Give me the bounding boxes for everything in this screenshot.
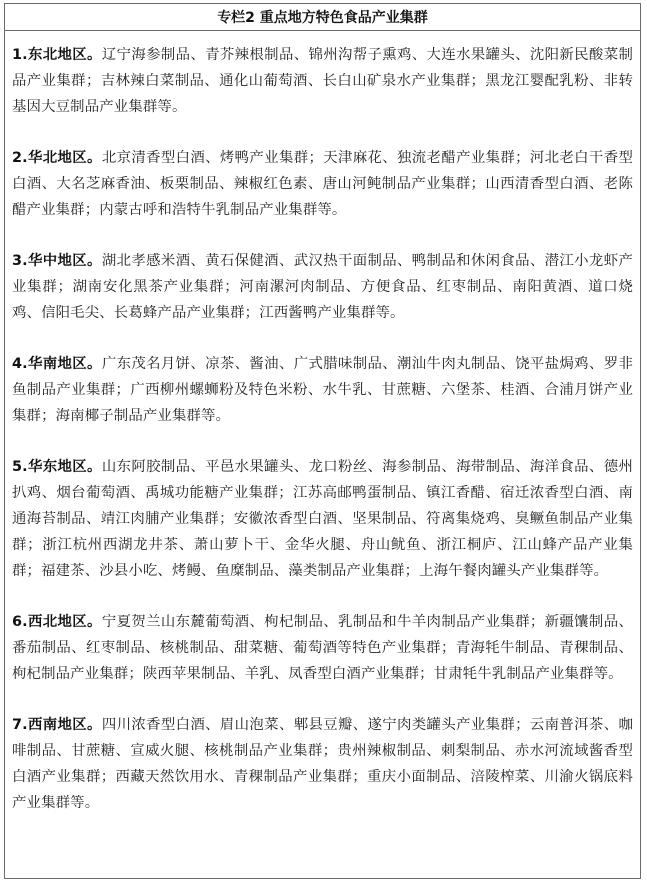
region-paragraph-east <box>12 454 633 584</box>
region-paragraph-northeast <box>12 42 633 120</box>
region-paragraph-southwest <box>12 712 633 816</box>
region-heading: 3.华中地区。 <box>12 253 102 269</box>
region-heading: 2.华北地区。 <box>12 150 102 166</box>
region-text: 四川浓香型白酒、眉山泡菜、郫县豆瓣、遂宁肉类罐头产业集群；云南普洱茶、咖啡制品、甘蔗糖、宣威火腿、核桃制品产业集群；贵州辣椒制品、刺梨制品、赤水河流域酱香型白酒产业集群；西藏天然饮用水、青稞制品产业集群；重庆小面制品、涪陵榨菜、川渝火锅底料产业集群等。 <box>12 717 634 811</box>
region-text: 宁夏贺兰山东麓葡萄酒、枸杞制品、乳制品和牛羊肉制品产业集群；新疆馕制品、番茄制品、红枣制品、核桃制品、甜菜糖、葡萄酒等特色产业集群；青海牦牛制品、青稞制品、枸杞制品产业集群；陕西苹果制品、羊乳、凤香型白酒产业集群；甘肃牦牛乳制品产业集群等。 <box>12 614 634 682</box>
box-title: 专栏2 重点地方特色食品产业集群 <box>5 4 640 31</box>
region-heading: 7.西南地区。 <box>12 717 102 733</box>
box-content <box>5 31 640 816</box>
region-text: 广东茂名月饼、凉茶、酱油、广式腊味制品、潮汕牛肉丸制品、饶平盐焗鸡、罗非鱼制品产业集群；广西柳州螺蛳粉及特色米粉、水牛乳、甘蔗糖、六堡茶、桂酒、合浦月饼产业集群；海南椰子制品产业集群等。 <box>12 356 634 424</box>
region-heading: 6.西北地区。 <box>12 614 102 630</box>
region-text: 辽宁海参制品、青芥辣根制品、锦州沟帮子熏鸡、大连水果罐头、沈阳新民酸菜制品产业集群；吉林辣白菜制品、通化山葡萄酒、长白山矿泉水产业集群；黑龙江婴配乳粉、非转基因大豆制品产业集群等。 <box>12 47 634 115</box>
region-heading: 1.东北地区。 <box>12 47 102 63</box>
region-paragraph-south <box>12 351 633 429</box>
region-heading: 4.华南地区。 <box>12 356 102 372</box>
region-text: 湖北孝感米酒、黄石保健酒、武汉热干面制品、鸭制品和休闲食品、潜江小龙虾产业集群；湖南安化黑茶产业集群；河南漯河肉制品、方便食品、红枣制品、南阳黄酒、道口烧鸡、信阳毛尖、长葛蜂产品产业集群；江西酱鸭产业集群等。 <box>12 253 634 321</box>
region-text: 北京清香型白酒、烤鸭产业集群；天津麻花、独流老醋产业集群；河北老白干香型白酒、大名芝麻香油、板栗制品、辣椒红色素、唐山河鲀制品产业集群；山西清香型白酒、老陈醋产业集群；内蒙古呼和浩特牛乳制品产业集群等。 <box>12 150 634 218</box>
region-paragraph-central <box>12 248 633 326</box>
region-heading: 5.华东地区。 <box>12 459 102 475</box>
sidebar-box <box>4 3 641 879</box>
region-text: 山东阿胶制品、平邑水果罐头、龙口粉丝、海参制品、海带制品、海洋食品、德州扒鸡、烟台葡萄酒、禹城功能糖产业集群；江苏高邮鸭蛋制品、镇江香醋、宿迁浓香型白酒、南通海苔制品、靖江肉脯产业集群；安徽浓香型白酒、坚果制品、符离集烧鸡、臭鳜鱼制品产业集群；浙江杭州西湖龙井茶、萧山萝卜干、金华火腿、舟山鱿鱼、浙江桐庐、江山蜂产品产业集群；福建茶、沙县小吃、烤鳗、鱼糜制品、藻类制品产业集群；上海午餐肉罐头产业集群等。 <box>12 459 634 579</box>
region-paragraph-northwest <box>12 609 633 687</box>
region-paragraph-north <box>12 145 633 223</box>
